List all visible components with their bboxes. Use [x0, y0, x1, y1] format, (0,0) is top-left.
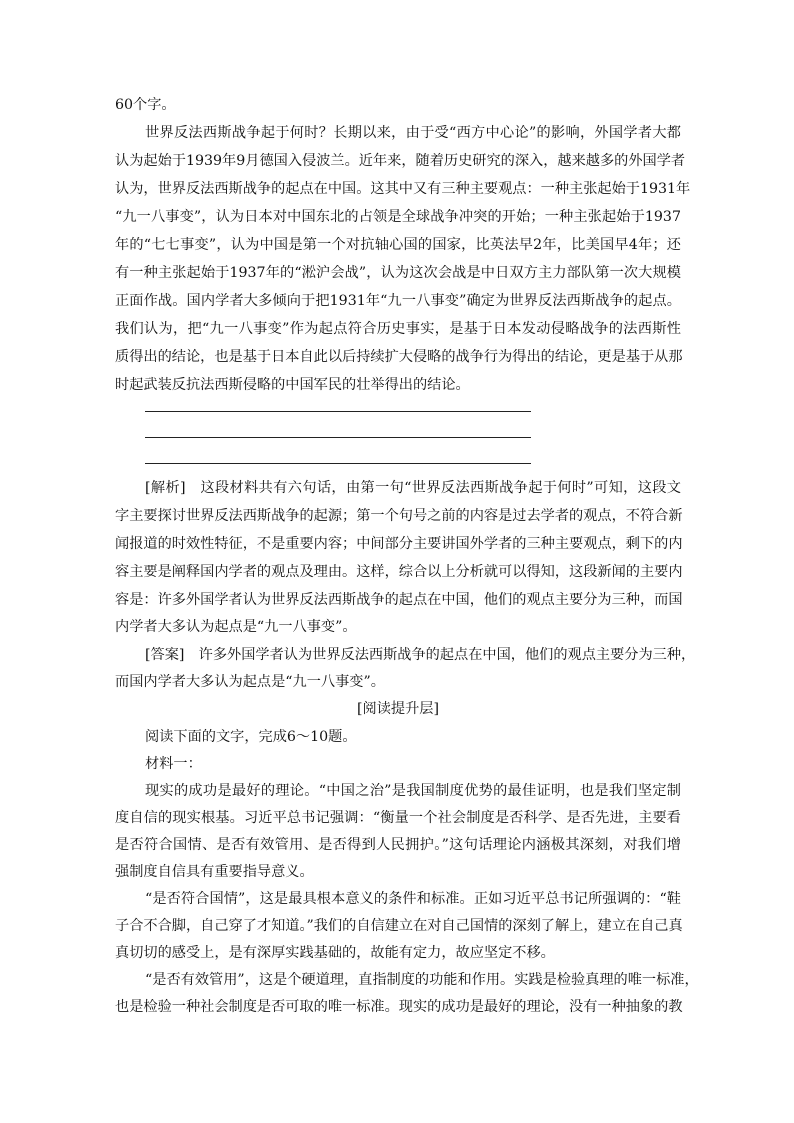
- text-line: 是否符合国情、是否有效管用、是否得到人民拥护。”这句话理论内涵极其深刻，对我们增: [115, 837, 681, 853]
- text-line: 现实的成功是最好的理论。“中国之治”是我国制度优势的最佳证明，也是我们坚定制: [145, 783, 681, 799]
- text-line: “九一八事变”，认为日本对中国东北的占领是全球战争冲突的开始；一种主张起始于1937: [115, 209, 681, 225]
- text-line: 质得出的结论，也是基于日本自此以后持续扩大侵略的战争行为得出的结论，更是基于从那: [115, 349, 683, 365]
- text-line: 真切切的感受上，是有深厚实践基础的，故能有定力，故应坚定不移。: [115, 945, 555, 961]
- text-line: 也是检验一种社会制度是否可取的唯一标准。现实的成功是最好的理论，没有一种抽象的教: [115, 999, 683, 1015]
- analysis-line: 容是：许多外国学者认为世界反法西斯战争的起点在中国，他们的观点主要分为三种，而国: [115, 592, 683, 608]
- analysis-line: 容主要是阐释国内学者的观点及理由。这样，综合以上分析就可以得知，这段新闻的主要内: [115, 564, 683, 580]
- text-line: “是否符合国情”，这是最具根本意义的条件和标准。正如习近平总书记所强调的：“鞋: [145, 891, 681, 907]
- instruction-line: 阅读下面的文字，完成6～10题。: [145, 729, 357, 745]
- answer-blank-line: [145, 437, 531, 438]
- answer-blank-line: [145, 463, 531, 464]
- text-line: 认为，世界反法西斯战争的起点在中国。这其中又有三种主要观点：一种主张起始于1931年: [115, 181, 691, 197]
- analysis-line: 闻报道的时效性特征，不是重要内容；中间部分主要讲国外学者的三种主要观点，剩下的内: [115, 536, 683, 552]
- text-line: 强制度自信具有重要指导意义。: [115, 864, 314, 880]
- text-line: 我们认为，把“九一八事变”作为起点符合历史事实，是基于日本发动侵略战争的法西斯性: [115, 321, 681, 337]
- answer-blank-line: [145, 411, 531, 412]
- analysis-line: [解析] 这段材料共有六句话，由第一句“世界反法西斯战争起于何时”可知，这段文: [145, 480, 681, 496]
- text-line: 年的“七七事变”，认为中国是第一个对抗轴心国的国家，比英法早2年，比美国早4年；还: [115, 237, 681, 253]
- answer-line: [答案] 许多外国学者认为世界反法西斯战争的起点在中国，他们的观点主要分为三种，: [145, 647, 696, 663]
- text-line: 子合不合脚，自己穿了才知道。”我们的自信建立在对自己国情的深刻了解上，建立在自己真: [115, 918, 683, 934]
- text-line: 正面作战。国内学者大多倾向于把1931年“九一八事变”确定为世界反法西斯战争的起点。: [115, 293, 681, 309]
- section-heading: [阅读提升层]: [356, 701, 439, 717]
- text-line: 世界反法西斯战争起于何时？长期以来，由于受“西方中心论”的影响，外国学者大都: [145, 125, 681, 141]
- answer-line: 而国内学者大多认为起点是“九一八事变”。: [115, 674, 385, 690]
- analysis-line: 内学者大多认为起点是“九一八事变”。: [115, 619, 357, 635]
- analysis-line: 字主要探讨世界反法西斯战争的起源；第一个句号之前的内容是过去学者的观点，不符合新: [115, 508, 683, 524]
- text-line: 度自信的现实根基。习近平总书记强调：“衡量一个社会制度是否科学、是否先进，主要看: [115, 810, 681, 826]
- text-line: 认为起始于1939年9月德国入侵波兰。近年来，随着历史研究的深入，越来越多的外国学者: [115, 153, 686, 169]
- text-line: 有一种主张起始于1937年的“淞沪会战”，认为这次会战是中日双方主力部队第一次大规模: [115, 265, 681, 281]
- text-line: 时起武装反抗法西斯侵略的中国军民的壮举得出的结论。: [115, 377, 470, 393]
- text-line: “是否有效管用”，这是个硬道理，直指制度的功能和作用。实践是检验真理的唯一标准，: [145, 972, 699, 988]
- material-label: 材料一：: [145, 756, 202, 772]
- text-line: 60个字。: [115, 97, 176, 113]
